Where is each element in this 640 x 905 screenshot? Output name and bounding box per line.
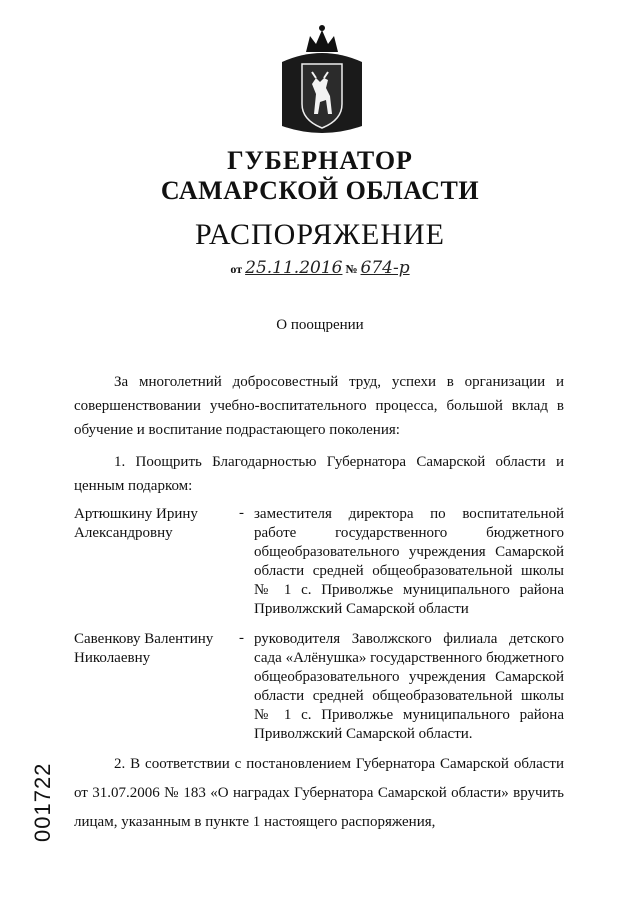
awardee-dash: - — [239, 630, 244, 646]
document-type: РАСПОРЯЖЕНИЕ — [194, 218, 446, 251]
awardee-position: руководителя Заволжского филиала детского сада «Алёнушка» государственного бюджетного общеобразовательного учреждения Самарской области средней общеобразовательной школы № 1 с. Приволжье муниципального района Приволжский Самарской области. — [254, 631, 564, 742]
intro-paragraph: За многолетний добросовестный труд, успехи в организации и совершенствовании учебно-воспитательного процесса, большой вклад в обучение и воспитание подрастающего поколения: — [74, 374, 564, 438]
header-title-line1: ГУБЕРНАТОР — [227, 146, 413, 175]
date-number-line — [0, 258, 640, 278]
awardee-dash: - — [239, 505, 244, 521]
awardee-name: Савенкову Валентину Николаевну — [74, 631, 214, 666]
document-subject: О поощрении — [276, 317, 364, 333]
coat-of-arms-icon — [276, 22, 368, 140]
item-2-paragraph: 2. В соответствии с постановлением Губернатора Самарской области от 31.07.2006 № 183 «О наградах Губернатора Самарской области» вручить лицам, указанным в пункте 1 настоящего распоряжения, — [74, 756, 564, 830]
number-label: № — [345, 262, 358, 276]
item-1-paragraph: 1. Поощрить Благодарностью Губернатора Самарской области и ценным подарком: — [74, 454, 564, 494]
awardee-position: заместителя директора по воспитательной работе государственного бюджетного общеобразовательного учреждения Самарской области средней общеобразовательной школы № 1 с. Приволжье муниципального района Приволжский Самарской области — [254, 506, 564, 617]
side-stamp-number: 001722 — [30, 762, 55, 842]
document-number: 674-р — [360, 258, 410, 278]
awardee-name: Артюшкину Ирину Александровну — [74, 506, 198, 541]
header-title-line2: САМАРСКОЙ ОБЛАСТИ — [160, 176, 480, 205]
document-date: 25.11.2016 — [245, 258, 343, 278]
side-registration-stamp — [30, 762, 58, 842]
date-label: от — [230, 262, 243, 276]
